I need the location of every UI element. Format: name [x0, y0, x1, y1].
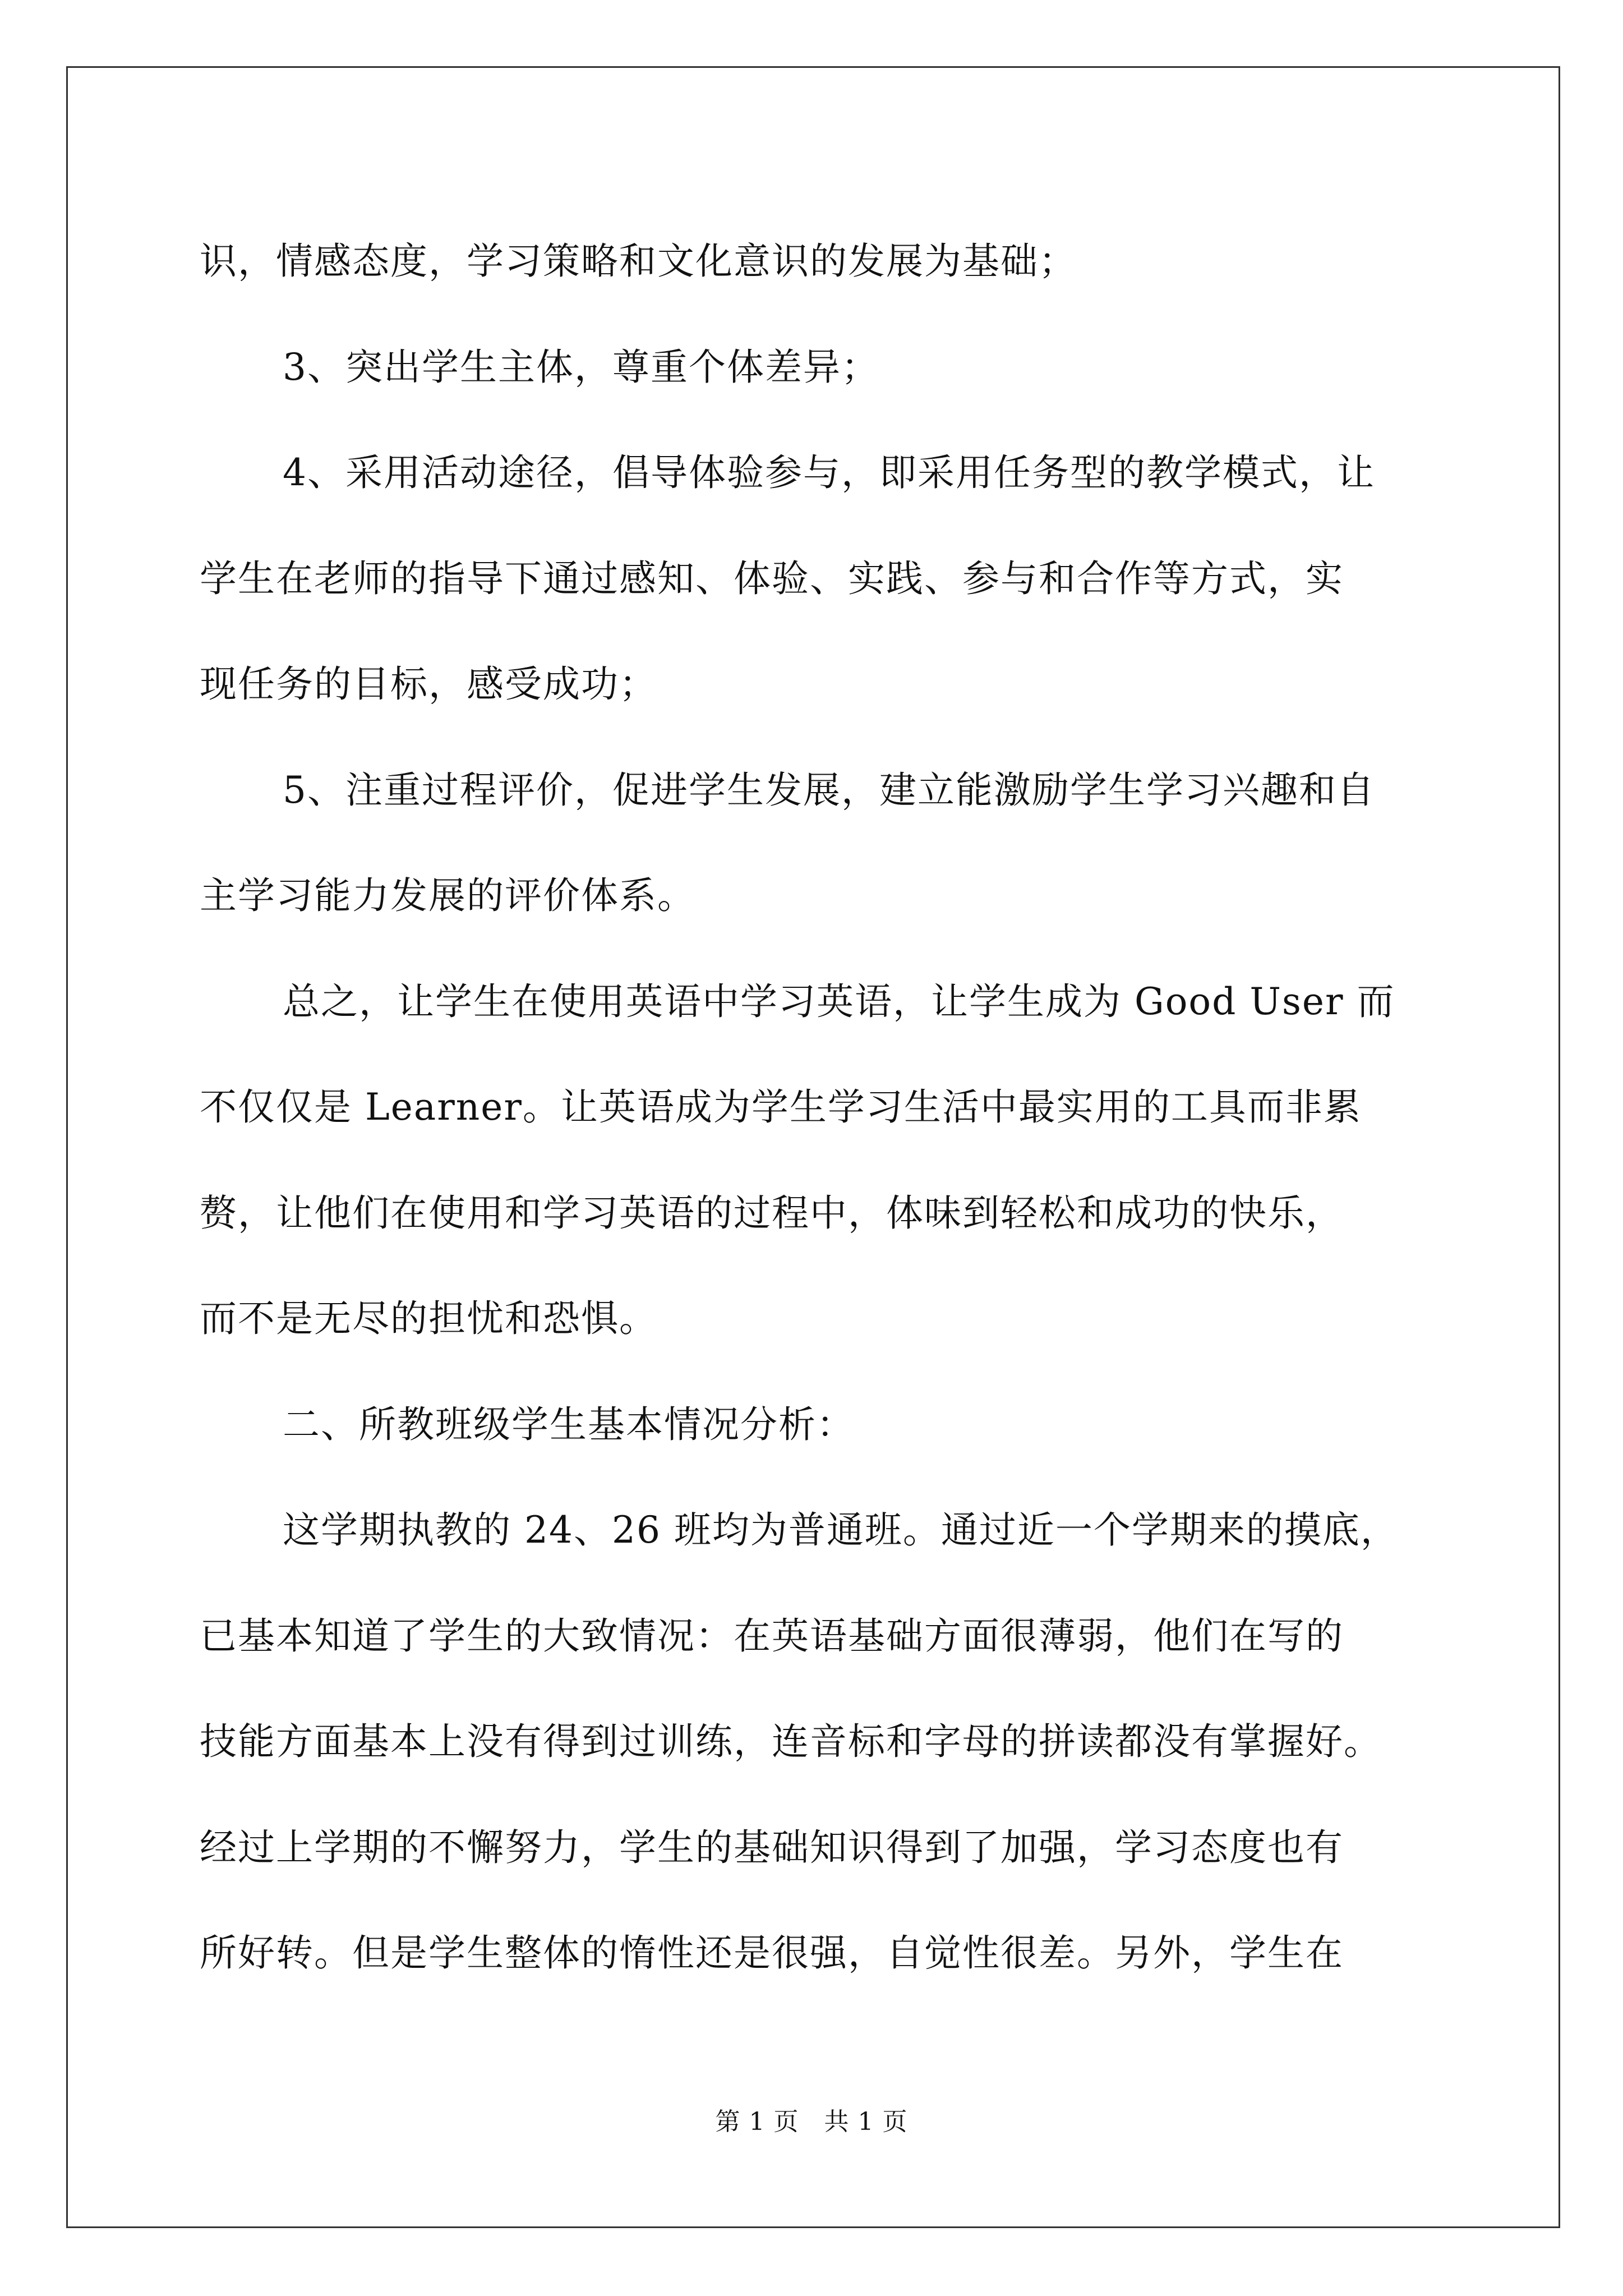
text-line: 主学习能力发展的评价体系。 — [200, 874, 695, 917]
text-line: 而不是无尽的担忧和恐惧。 — [200, 1297, 657, 1340]
page-footer: 第 1 页 共 1 页 — [715, 2108, 908, 2136]
document-body — [200, 209, 1433, 2007]
text-line: 总之，让学生在使用英语中学习英语，让学生成为 Good User 而 — [283, 979, 1395, 1023]
text-line: 5、注重过程评价，促进学生发展，建立能激励学生学习兴趣和自 — [283, 768, 1375, 812]
text-line: 已基本知道了学生的大致情况：在英语基础方面很薄弱，他们在写的 — [200, 1614, 1344, 1658]
text-line: 现任务的目标，感受成功； — [200, 662, 657, 706]
text-line: 识，情感态度，学习策略和文化意识的发展为基础； — [200, 240, 1077, 283]
text-line: 经过上学期的不懈努力，学生的基础知识得到了加强，学习态度也有 — [200, 1825, 1344, 1869]
text-line: 这学期执教的 24、26 班均为普通班。通过近一个学期来的摸底， — [283, 1508, 1399, 1552]
text-line: 3、突出学生主体，尊重个体差异； — [283, 345, 879, 389]
text-line: 所好转。但是学生整体的惰性还是很强，自觉性很差。另外，学生在 — [200, 1931, 1344, 1975]
text-line: 技能方面基本上没有得到过训练，连音标和字母的拼读都没有掌握好。 — [200, 1720, 1382, 1763]
text-line: 不仅仅是 Learner。让英语成为学生学习生活中最实用的工具而非累 — [200, 1085, 1362, 1129]
text-line: 学生在老师的指导下通过感知、体验、实践、参与和合作等方式，实 — [200, 556, 1344, 600]
section-heading: 二、所教班级学生基本情况分析： — [283, 1402, 855, 1446]
text-line: 4、采用活动途径，倡导体验参与，即采用任务型的教学模式，让 — [283, 451, 1375, 494]
text-line: 赘，让他们在使用和学习英语的过程中，体味到轻松和成功的快乐， — [200, 1191, 1344, 1235]
